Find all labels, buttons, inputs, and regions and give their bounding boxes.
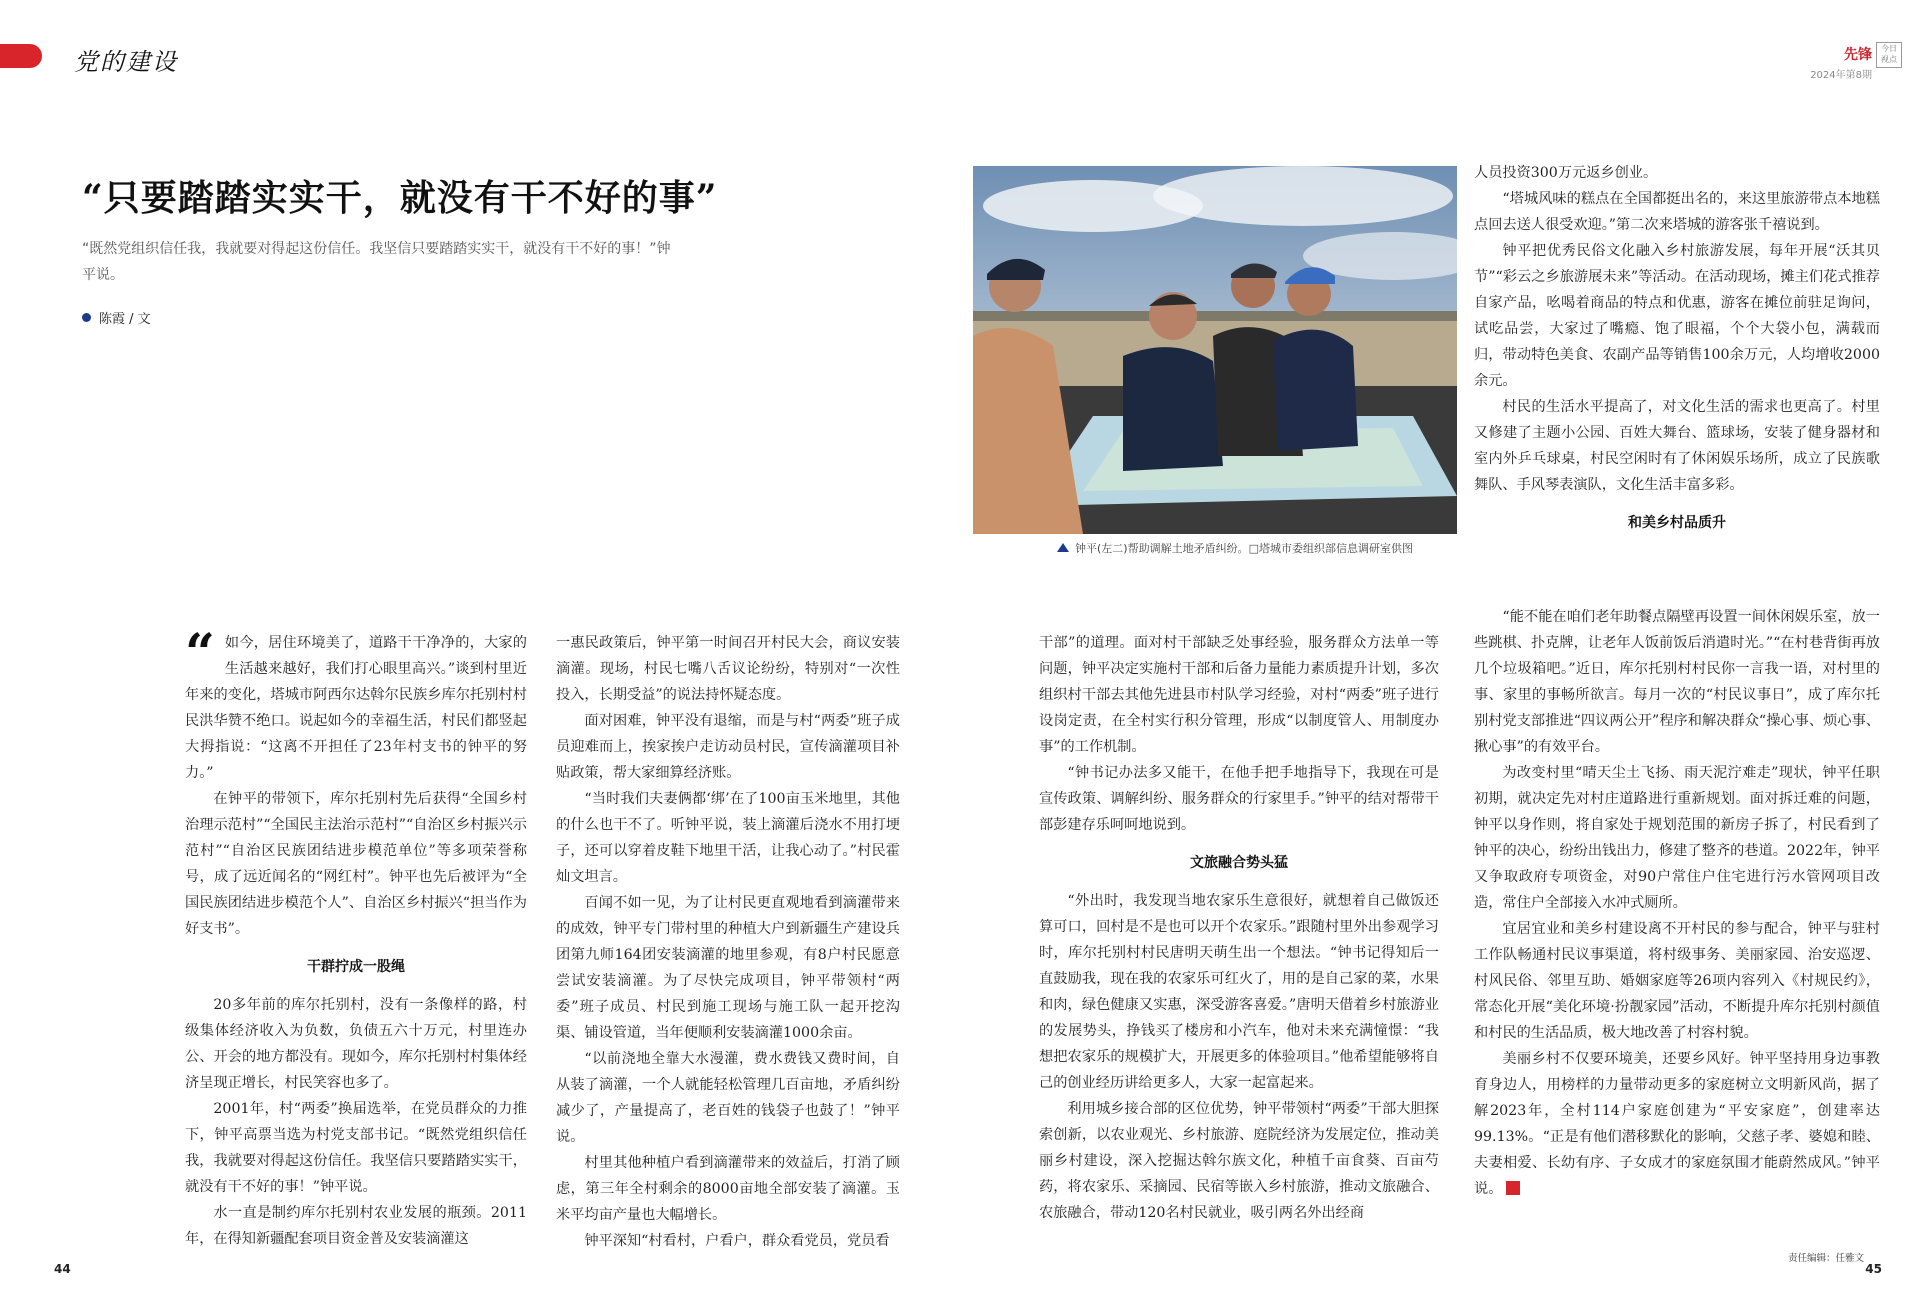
text-column-4 bbox=[1474, 604, 1880, 1202]
caption-triangle-icon bbox=[1057, 543, 1069, 552]
paragraph-text: 如今，居住环境美了，道路干干净净的，大家的生活越来越好，我们打心眼里高兴。”谈到村里近年来的变化，塔城市阿西尔达斡尔民族乡库尔托别村村民洪华赞不绝口。说起如今的幸福生活，村民们都竖起大拇指说：“这离不开担任了23年村支书的钟平的努力。” bbox=[185, 635, 527, 781]
paragraph: “以前浇地全靠大水漫灌，费水费钱又费时间，自从装了滴灌，一个人就能轻松管理几百亩地，矛盾纠纷减少了，产量提高了，老百姓的钱袋子也鼓了！”钟平说。 bbox=[556, 1051, 900, 1145]
paragraph: “当时我们夫妻俩都‘绑’在了100亩玉米地里，其他的什么也干不了。听钟平说，装上滴灌后浇水不用打埂子，还可以穿着皮鞋下地里干活，让我心动了。”村民霍灿文坦言。 bbox=[556, 791, 900, 885]
text-column-3 bbox=[1039, 630, 1439, 1226]
section-title: 党的建设 bbox=[74, 48, 178, 76]
paragraph-text: 美丽乡村不仅要环境美，还要乡风好。钟平坚持用身边事教育身边人，用榜样的力量带动更多的家庭树立文明新风尚，据了解2023年，全村114户家庭创建为“平安家庭”，创建率达99.13%。“正是有他们潜移默化的影响，父慈子孝、婆媳和睦、夫妻相爱、长幼有序、子女成才的家庭氛围才能蔚然成风。”钟平说。 bbox=[1474, 1051, 1880, 1197]
article-photo bbox=[973, 166, 1457, 534]
masthead bbox=[1810, 44, 1872, 81]
text-column-1 bbox=[185, 623, 527, 1252]
paragraph: 为改变村里“晴天尘土飞扬、雨天泥泞难走”现状，钟平任职初期，就决定先对村庄道路进行重新规划。面对拆迁难的问题，钟平以身作则，将自家处于规划范围的新房子拆了，村民看到了钟平的决心，纷纷出钱出力，修建了整齐的巷道。2022年，钟平又争取政府专项资金，对90户常住户住宅进行污水管网项目改造，常住户全部接入水冲式厕所。 bbox=[1474, 765, 1880, 911]
paragraph bbox=[185, 623, 527, 786]
paragraph: “塔城风味的糕点在全国都挺出名的，来这里旅游带点本地糕点回去送人很受欢迎。”第二次来塔城的游客张千禧说到。 bbox=[1474, 191, 1880, 233]
paragraph: 百闻不如一见，为了让村民更直观地看到滴灌带来的成效，钟平专门带村里的种植大户到新疆生产建设兵团第九师164团安装滴灌的地里参观，有8户村民愿意尝试安装滴灌。为了尽快完成项目，钟平带领村“两委”班子成员、村民到施工现场与施工队一起开挖沟渠、铺设管道，当年便顺利安装滴灌1000余亩。 bbox=[556, 895, 900, 1041]
byline bbox=[82, 308, 151, 327]
photo-illustration bbox=[973, 166, 1457, 534]
paragraph bbox=[1474, 1046, 1880, 1202]
paragraph: 利用城乡接合部的区位优势，钟平带领村“两委”干部大胆探索创新，以农业观光、乡村旅游、庭院经济为发展定位，推动美丽乡村建设，深入挖掘达斡尔族文化，种植千亩食葵、百亩芍药，将农家乐、采摘园、民宿等嵌入乡村旅游，推动文旅融合、农旅融合，带动120名村民就业，吸引两名外出经商 bbox=[1039, 1101, 1439, 1221]
page-number-left: 44 bbox=[54, 1262, 71, 1276]
paragraph: 村里其他种植户看到滴灌带来的效益后，打消了顾虑，第三年全村剩余的8000亩地全部安装了滴灌。玉米平均亩产量也大幅增长。 bbox=[556, 1155, 900, 1223]
paragraph: 村民的生活水平提高了，对文化生活的需求也更高了。村里又修建了主题小公园、百姓大舞台、篮球场，安装了健身器材和室内外乒乓球桌，村民空闲时有了休闲娱乐场所，成立了民族歌舞队、手风琴表演队，文化生活丰富多彩。 bbox=[1474, 399, 1880, 493]
paragraph: 水一直是制约库尔托别村农业发展的瓶颈。2011年，在得知新疆配套项目资金普及安装滴灌这 bbox=[185, 1205, 527, 1247]
magazine-name: 先锋 bbox=[1844, 47, 1872, 63]
article-lead: “既然党组织信任我，我就要对得起这份信任。我坚信只要踏踏实实干，就没有干不好的事！”钟平说。 bbox=[82, 241, 671, 283]
paragraph: 面对困难，钟平没有退缩，而是与村“两委”班子成员迎难而上，挨家挨户走访动员村民，宣传滴灌项目补贴政策，帮大家细算经济账。 bbox=[556, 713, 900, 781]
paragraph: 一惠民政策后，钟平第一时间召开村民大会，商议安装滴灌。现场，村民七嘴八舌议论纷纷，特别对“一次性投入，长期受益”的说法持怀疑态度。 bbox=[556, 635, 900, 703]
caption-text: 钟平(左二)帮助调解土地矛盾纠纷。 bbox=[1075, 542, 1249, 555]
paragraph: 20多年前的库尔托别村，没有一条像样的路，村级集体经济收入为负数，负债五六十万元，村里连办公、开会的地方都没有。现如今，库尔托别村村集体经济呈现正增长，村民笑容也多了。 bbox=[185, 997, 527, 1091]
byline-text: 陈霞 / 文 bbox=[99, 312, 151, 327]
subheading: 文旅融合势头猛 bbox=[1190, 855, 1288, 871]
paragraph: 钟平深知“村看村，户看户，群众看党员，党员看 bbox=[584, 1233, 890, 1249]
paragraph: “外出时，我发现当地农家乐生意很好，就想着自己做饭还算可口，回村是不是也可以开个农家乐。”跟随村里外出参观学习时，库尔托别村村民唐明天萌生出一个想法。“钟书记得知后一直鼓励我，现在我的农家乐可红火了，用的是自己家的菜，水果和肉，绿色健康又实惠，深受游客喜爱。”唐明天借着乡村旅游业的发展势头，挣钱买了楼房和小汽车，他对未来充满憧憬：“我想把农家乐的规模扩大，开展更多的体验项目。”他希望能够将自己的创业经历讲给更多人，大家一起富起来。 bbox=[1039, 893, 1439, 1091]
page-number-right: 45 bbox=[1865, 1262, 1882, 1276]
end-mark-icon bbox=[1506, 1181, 1520, 1195]
subheading: 干群拧成一股绳 bbox=[307, 959, 405, 975]
section-tab-marker bbox=[0, 44, 42, 68]
paragraph: 干部”的道理。面对村干部缺乏处事经验，服务群众方法单一等问题，钟平决定实施村干部和后备力量能力素质提升计划，多次组织村干部去其他先进县市村队学习经验，对村“两委”班子进行设岗定责，在全村实行积分管理，形成“以制度管人、用制度办事”的工作机制。 bbox=[1039, 635, 1439, 755]
byline-dot-icon bbox=[82, 313, 91, 322]
text-column-4-top bbox=[1474, 160, 1880, 548]
subheading: 和美乡村品质升 bbox=[1628, 515, 1726, 531]
issue-number: 2024年第8期 bbox=[1810, 70, 1872, 81]
section-badge: 今日 视点 bbox=[1876, 42, 1902, 68]
paragraph: 钟平把优秀民俗文化融入乡村旅游发展，每年开展“沃其贝节”“彩云之乡旅游展未来”等活动。在活动现场，摊主们花式推荐自家产品，吆喝着商品的特点和优惠，游客在摊位前驻足询问，试吃品尝，大家过了嘴瘾、饱了眼福，个个大袋小包，满载而归，带动特色美食、农副产品等销售100余万元，人均增收2000余元。 bbox=[1474, 243, 1880, 389]
quote-mark-icon: “ bbox=[185, 623, 215, 684]
paragraph: 在钟平的带领下，库尔托别村先后获得“全国乡村治理示范村”“全国民主法治示范村”“自治区乡村振兴示范村”“自治区民族团结进步模范单位”等多项荣誉称号，成了远近闻名的“网红村”。钟平也先后被评为“全国民族团结进步模范个人”、自治区乡村振兴“担当作为好支书”。 bbox=[185, 791, 527, 937]
text-column-2 bbox=[556, 630, 900, 1254]
paragraph: 人员投资300万元返乡创业。 bbox=[1474, 165, 1658, 181]
photo-caption bbox=[1057, 540, 1457, 556]
responsible-editor: 责任编辑：任雅文 bbox=[1787, 1253, 1864, 1264]
paragraph: “钟书记办法多又能干，在他手把手地指导下，我现在可是宣传政策、调解纠纷、服务群众的行家里手。”钟平的结对帮带干部彭建存乐呵呵地说到。 bbox=[1039, 765, 1439, 833]
caption-credit: □塔城市委组织部信息调研室供图 bbox=[1248, 542, 1413, 555]
paragraph: 2001年，村“两委”换届选举，在党员群众的力推下，钟平高票当选为村党支部书记。“既然党组织信任我，我就要对得起这份信任。我坚信只要踏踏实实干，就没有干不好的事！”钟平说。 bbox=[185, 1101, 527, 1195]
paragraph: “能不能在咱们老年助餐点隔壁再设置一间休闲娱乐室，放一些跳棋、扑克牌，让老年人饭前饭后消遣时光。”“在村巷背街再放几个垃圾箱吧。”近日，库尔托别村村民你一言我一语，对村里的事、家里的事畅所欲言。每月一次的“村民议事日”，成了库尔托别村党支部推进“四议两公开”程序和解决群众“操心事、烦心事、揪心事”的有效平台。 bbox=[1474, 609, 1880, 755]
paragraph: 宜居宜业和美乡村建设离不开村民的参与配合，钟平与驻村工作队畅通村民议事渠道，将村级事务、美丽家园、治安巡逻、村风民俗、邻里互助、婚姻家庭等26项内容列入《村规民约》，常态化开展“美化环境·扮靓家园”活动，不断提升库尔托别村颜值和村民的生活品质，极大地改善了村容村貌。 bbox=[1474, 921, 1880, 1041]
article-headline: “只要踏踏实实干，就没有干不好的事” bbox=[82, 177, 718, 219]
